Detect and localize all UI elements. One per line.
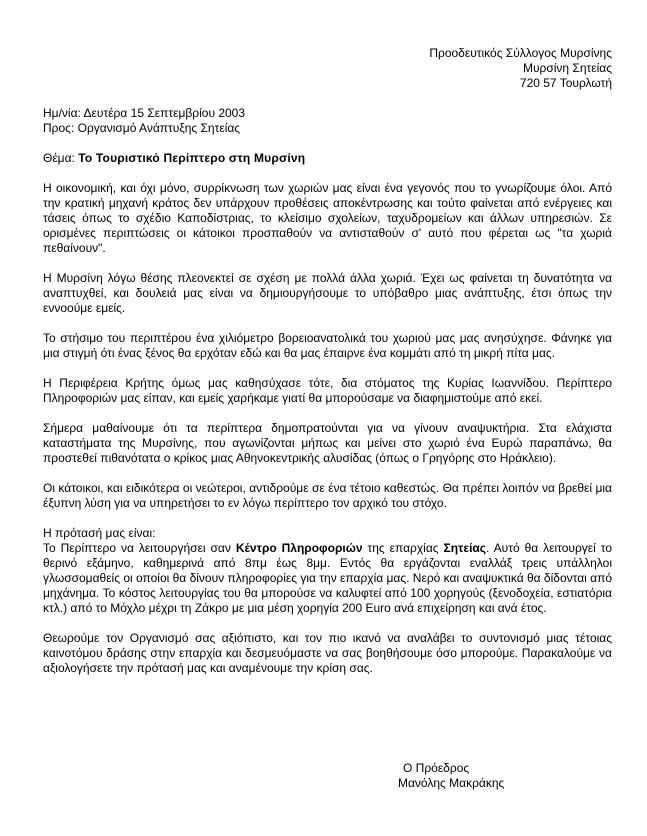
paragraph: Σήμερα μαθαίνουμε ότι τα περίπτερα δημοπρατούνται για να γίνουν αναψυκτήρια. Στα ελάχιστα καταστήματα της Μυρσίνης, που αγωνίζονται μήπως και μείνει στο χωριό ένα Ευρώ παραπάνω, θα προστεθεί πιθανότατα ο κρίκος μιας Αθηνοκεντρικής αλυσίδας (όπως ο Γρηγόρης στο Ηράκλειο).: [43, 421, 612, 465]
paragraph: Οι κάτοικοι, και ειδικότερα οι νεώτεροι, αντιδρούμε σε ένα τέτοιο καθεστώς. Θα πρέπει λοιπόν να βρεθεί μια έξυπνη λύση για να υπηρετήσει το εν λόγω περίπτερο τον αρχικό του στόχο.: [43, 481, 612, 510]
recipient-line: Προς: Οργανισμό Ανάπτυξης Σητείας: [43, 121, 241, 135]
date-line: Ημ/νία: Δευτέρα 15 Σεπτεμβρίου 2003: [43, 106, 246, 120]
subject-line: [43, 151, 305, 166]
proposal-bold-region: Σητείας: [443, 541, 487, 555]
closing-paragraph: Θεωρούμε τον Οργανισμό σας αξιόπιστο, και τον πιο ικανό να αναλάβει το συντονισμό μιας τέτοιας καινοτόμου δράσης στην επαρχία και δεσμευόμαστε να σας βοηθήσουμε όσο μπορούμε. Παρακαλούμε να αξιολογήσετε την πρότασή μας και αναμένουμε την κρίση σας.: [43, 631, 612, 675]
proposal-bold-info-center: Κέντρο Πληροφοριών: [235, 541, 363, 555]
sender-location: Μυρσίνη Σητείας: [522, 61, 612, 75]
proposal-paragraph: [43, 526, 612, 616]
letter-meta: [43, 106, 245, 136]
paragraph: Η Μυρσίνη λόγω θέσης πλεονεκτεί σε σχέση με πολλά άλλα χωριά. Έχει ως φαίνεται τη δυνατότητα να αναπτυχθεί, και δουλειά μας είναι να δημιουργήσουμε το υπόβαθρο μιας ανάπτυξης, έτσι όπως την εννοούμε εμείς.: [43, 271, 612, 315]
paragraph: Η Περιφέρεια Κρήτης όμως μας καθησύχασε τότε, δια στόματος της Κυρίας Ιωαννίδου. Περίπτερο Πληροφοριών μας είπαν, και εμείς χαρήκαμε γιατί θα μπορούσαμε να διαφημιστούμε από εκεί.: [43, 376, 612, 405]
signature-name: Μανόλης Μακράκης: [398, 776, 505, 790]
proposal-text-part: της επαρχίας: [362, 541, 444, 555]
signature-title: Ο Πρόεδρος: [403, 761, 470, 775]
proposal-text: [43, 541, 612, 616]
proposal-text-part: Το Περίπτερο να λειτουργήσει σαν: [43, 541, 236, 555]
proposal-text-part: . Αυτό θα λειτουργεί το θερινό εξάμηνο, καθημερινά από 8πμ έως 8μμ. Εντός θα εργάζονται εναλλάξ τρεις υπάλληλοι γλωσσομαθείς οι οποίοι θα δίνουν πληροφορίες για την επαρχία μας. Νερό και αναψυκτικά θα δίδονται από μηχάνημα. Το κόστος λειτουργίας του θα μπορούσε να καλυφτεί από 100 χορηγούς (ξενοδοχεία, εστιατόρια κτλ.) από το Μόχλο μέχρι τη Ζάκρο με μια μέση χορηγία 200 Euro ανά επιχείρηση και ανά έτος.: [43, 541, 613, 615]
letter-body: [43, 181, 612, 676]
proposal-intro: Η πρότασή μας είναι:: [43, 526, 156, 540]
paragraph: Το στήσιμο του περιπτέρου ένα χιλιόμετρο βορειοανατολικά του χωριού μας μας ανησύχησε. Φάνηκε για μια στιγμή ότι ένας ξένος θα ερχόταν εδώ και θα μας έπαιρνε ένα κομμάτι από τη μικρή πίτα μας.: [43, 331, 612, 360]
signature-block: [398, 761, 504, 791]
paragraph: Η οικονομική, και όχι μόνο, συρρίκνωση των χωριών μας είναι ένα γεγονός που το γνωρίζουμε όλοι. Από την κρατική μηχανή κράτος δεν υπάρχουν προθέσεις αποκέντρωσης και τούτο φαίνεται από ενέργειες και τάσεις όπως το σχέδιο Καποδίστριας, το κλείσιμο σχολείων, ταχυδρομείων και άλλων υπηρεσιών. Σε ορισμένες περιπτώσεις οι κάτοικοι προσπαθούν να αντισταθούν σ' αυτό που φέρεται ως "τα χωριά πεθαίνουν".: [43, 181, 612, 255]
sender-organization: Προοδευτικός Σύλλογος Μυρσίνης: [429, 46, 612, 60]
sender-postal: 720 57 Τουρλωτή: [519, 76, 612, 90]
subject-title: Το Τουριστικό Περίπτερο στη Μυρσίνη: [78, 151, 306, 165]
sender-address: [429, 46, 612, 91]
subject-label: Θέμα:: [43, 151, 79, 165]
